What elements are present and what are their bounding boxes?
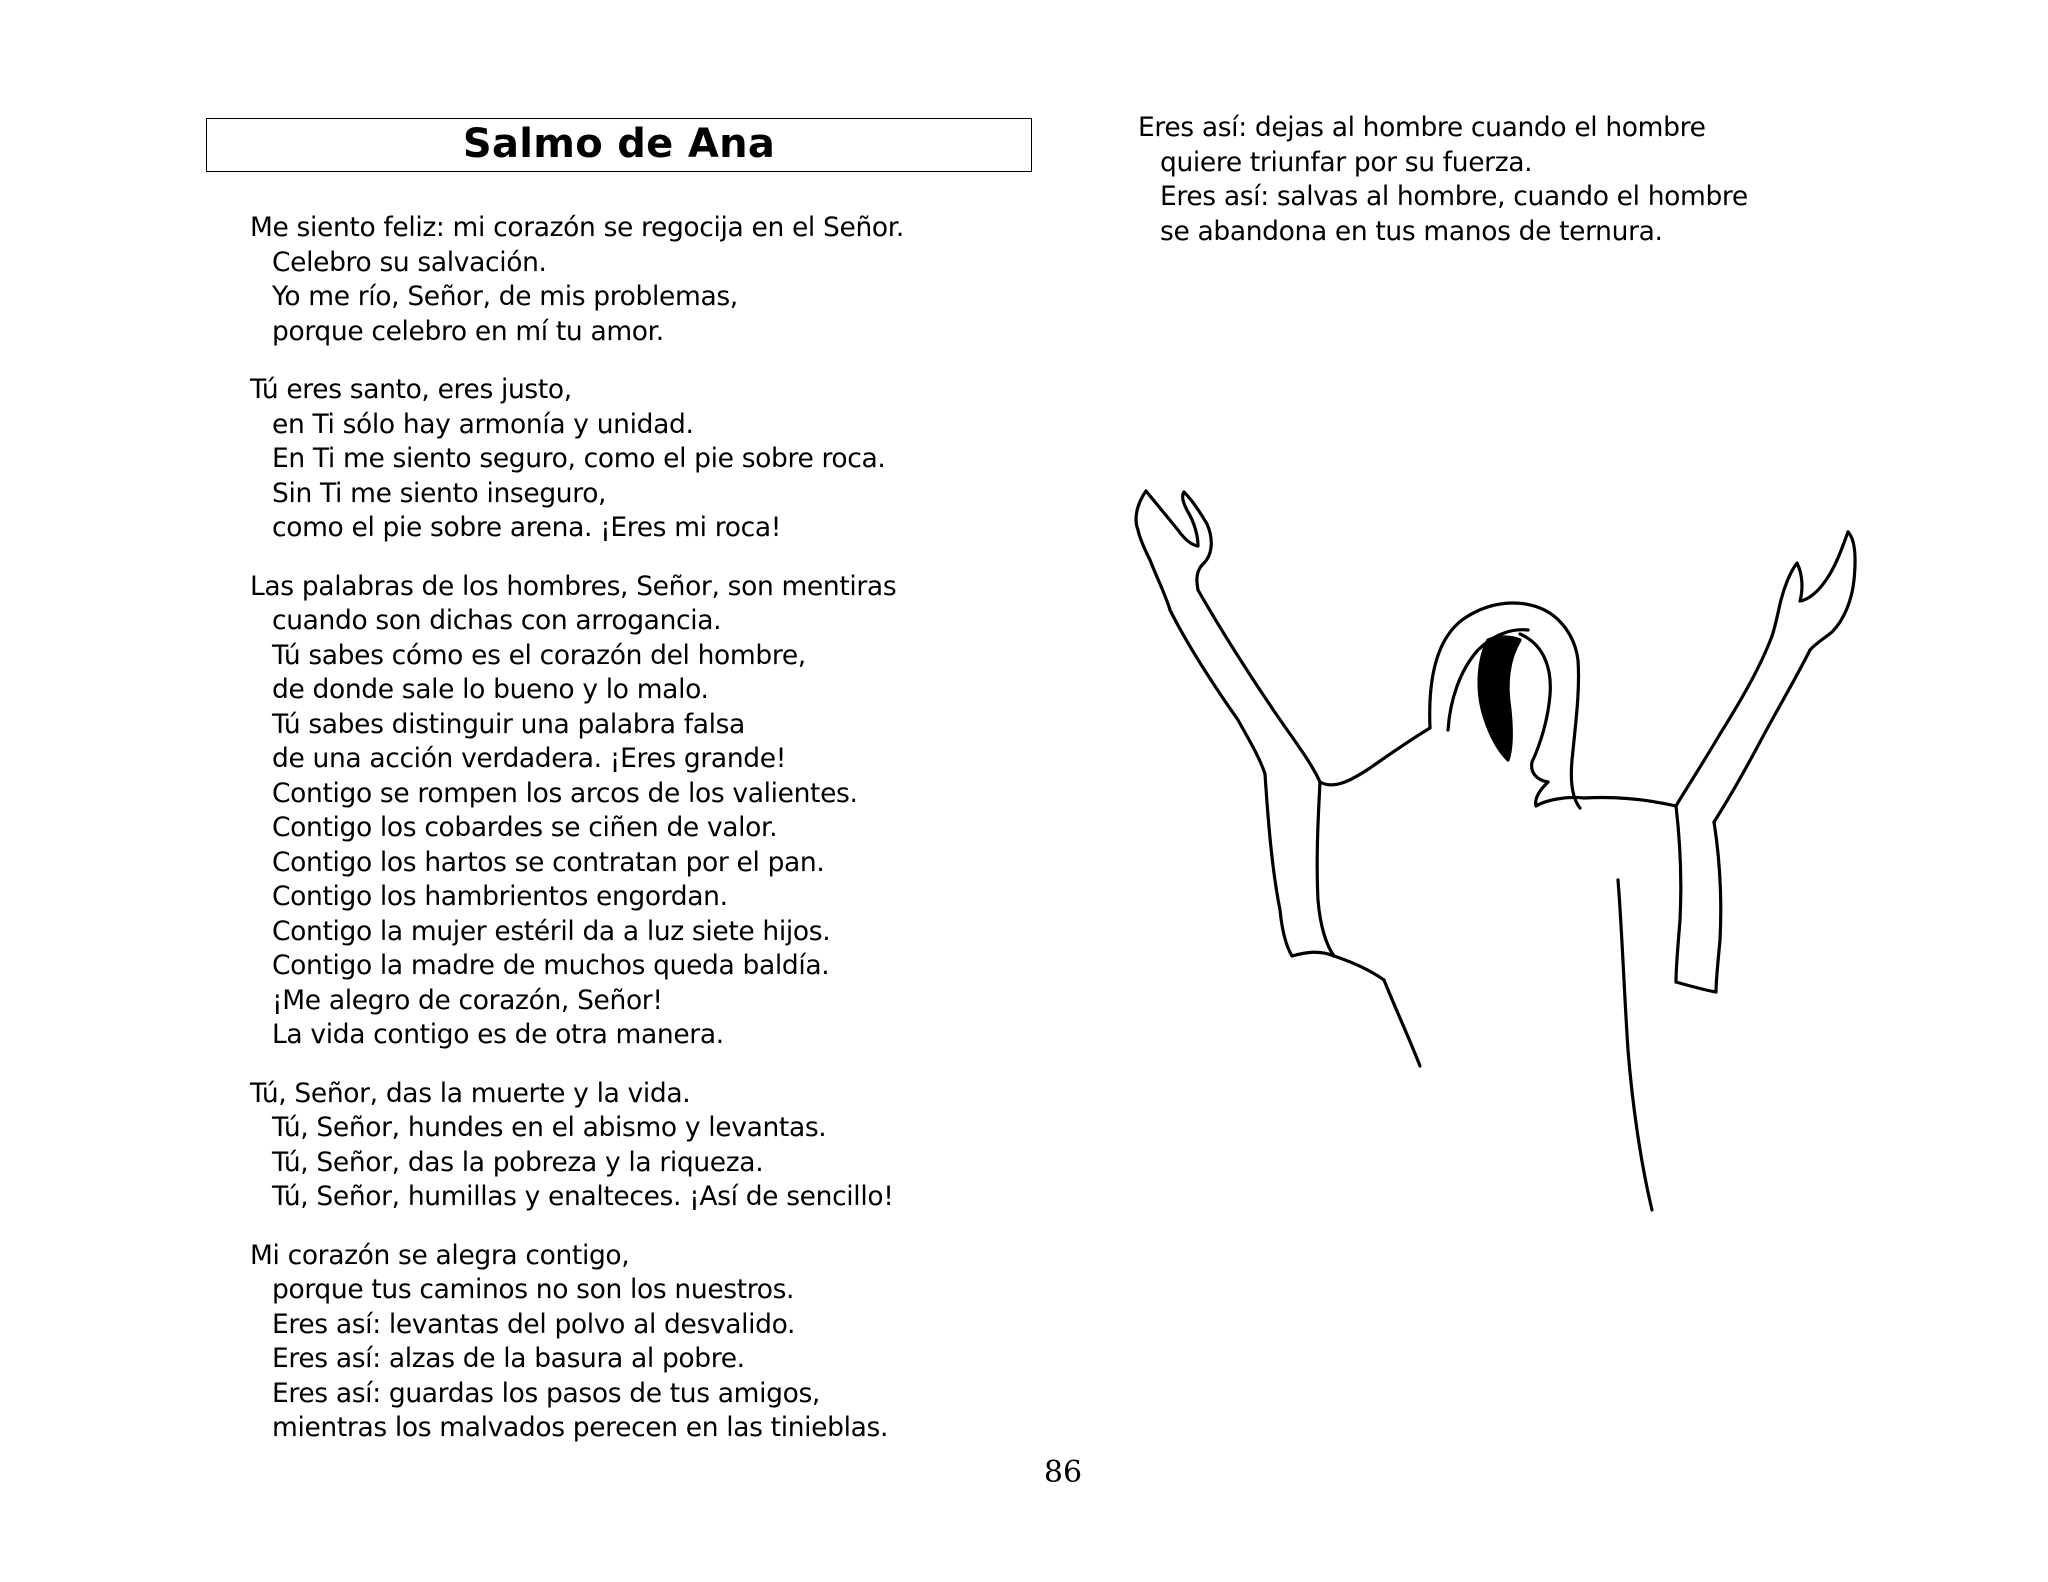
verse-line: mientras los malvados perecen en las tinieblas. <box>272 1412 889 1443</box>
verse-line: Tú, Señor, hundes en el abismo y levantas. <box>272 1112 827 1143</box>
verse-line: Contigo los cobardes se ciñen de valor. <box>272 812 778 843</box>
verse-line: Tú sabes cómo es el corazón del hombre, <box>272 639 806 671</box>
verse-line: porque celebro en mí tu amor. <box>272 315 664 347</box>
verse-line: Tú sabes distinguir una palabra falsa <box>272 708 745 740</box>
verse-line: Contigo se rompen los arcos de los valientes. <box>272 777 858 809</box>
verse-line: Me siento feliz: mi corazón se regocija en el Señor. <box>250 212 904 243</box>
verse-line: como el pie sobre arena. ¡Eres mi roca! <box>272 512 781 543</box>
title-box <box>206 118 1032 172</box>
psalm-column-right <box>1138 111 1758 273</box>
right-arm-outer <box>1714 650 1810 822</box>
verse-line: ¡Me alegro de corazón, Señor! <box>272 984 663 1016</box>
verse-line: Tú, Señor, humillas y enalteces. ¡Así de sencillo! <box>272 1181 894 1212</box>
verse-line: Contigo la madre de muchos queda baldía. <box>272 950 830 981</box>
stanza-6 <box>1138 111 1758 249</box>
verse-line: porque tus caminos no son los nuestros. <box>272 1274 795 1305</box>
verse-line: Las palabras de los hombres, Señor, son mentiras <box>250 570 897 602</box>
body-right-side <box>1618 880 1652 1210</box>
psalm-column-left <box>250 211 990 1470</box>
verse-line: Eres así: dejas al hombre cuando el hombre <box>1138 112 1706 143</box>
stanza-2 <box>250 373 990 546</box>
verse-line: de una acción verdadera. ¡Eres grande! <box>272 743 786 774</box>
verse-line: Yo me río, Señor, de mis problemas, <box>272 281 738 312</box>
verse-line: Eres así: alzas de la basura al pobre. <box>272 1343 745 1374</box>
left-sleeve-outer <box>1265 774 1292 956</box>
verse-line: La vida contigo es de otra manera. <box>272 1019 724 1050</box>
verse-line: Mi corazón se alegra contigo, <box>250 1239 630 1271</box>
right-sleeve-outer <box>1714 822 1721 992</box>
verse-line: Eres así: levantas del polvo al desvalido. <box>272 1308 796 1340</box>
hair-dark <box>1479 637 1520 760</box>
body-left-side <box>1384 980 1420 1066</box>
verse-line: Tú eres santo, eres justo, <box>250 374 572 405</box>
page-title: Salmo de Ana <box>462 121 776 167</box>
face-line <box>1520 634 1550 782</box>
right-sleeve-inner <box>1676 806 1681 982</box>
verse-line: de donde sale lo bueno y lo malo. <box>272 674 709 705</box>
verse-line: Celebro su salvación. <box>272 246 547 278</box>
verse-line: Eres así: guardas los pasos de tus amigos, <box>272 1377 820 1409</box>
left-hand <box>1136 491 1170 610</box>
verse-line: Contigo los hambrientos engordan. <box>272 881 728 912</box>
verse-line: cuando son dichas con arrogancia. <box>272 605 722 636</box>
verse-line: Contigo los hartos se contratan por el pan. <box>272 846 825 878</box>
right-sleeve-cuff <box>1676 982 1716 992</box>
verse-line: Sin Ti me siento inseguro, <box>272 477 607 509</box>
left-arm-outer <box>1170 610 1265 774</box>
left-sleeve-inner <box>1317 782 1334 956</box>
stanza-5 <box>250 1239 990 1446</box>
right-hand-fingers <box>1772 532 1848 636</box>
verse-line: Contigo la mujer estéril da a luz siete hijos. <box>272 915 831 947</box>
left-sleeve-hem <box>1334 956 1384 980</box>
stanza-3 <box>250 570 990 1053</box>
verse-line: Tú, Señor, das la muerte y la vida. <box>250 1077 691 1109</box>
right-arm-inner <box>1676 636 1772 806</box>
verse-line: Tú, Señor, das la pobreza y la riqueza. <box>272 1146 764 1178</box>
verse-line: quiere triunfar por su fuerza. <box>1160 146 1533 178</box>
stanza-1 <box>250 211 990 349</box>
verse-line: en Ti sólo hay armonía y unidad. <box>272 408 694 440</box>
stanza-4 <box>250 1077 990 1215</box>
page-number: 86 <box>1043 1455 1083 1490</box>
verse-line: Eres así: salvas al hombre, cuando el hombre <box>1160 181 1748 212</box>
woman-praising-illustration <box>1100 470 1880 1230</box>
right-shoulder <box>1584 797 1676 806</box>
verse-line: En Ti me siento seguro, como el pie sobre roca. <box>272 443 886 474</box>
verse-line: se abandona en tus manos de ternura. <box>1160 215 1663 247</box>
left-sleeve-cuff <box>1292 952 1334 956</box>
left-shoulder <box>1320 728 1430 785</box>
